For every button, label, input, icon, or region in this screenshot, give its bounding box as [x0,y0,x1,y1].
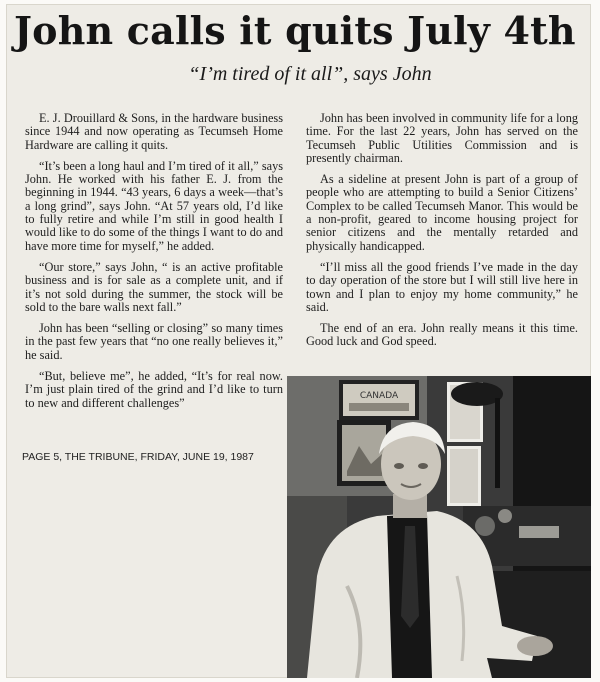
left-column [25,112,283,445]
paragraph: John has been “selling or closing” so many times in the past few years that “no one really believes it,” he said. [25,321,283,362]
portrait-photo [287,376,591,678]
paragraph: “Our store,” says John, “ is an active profitable business and is for sale as a complete unit, and if it’s not sold during the summer, the stock will be sold to the bare walls next fall.” [25,259,283,314]
paragraph: John has been involved in community life for a long time. For the last 22 years, John has served on the Tecumseh Public Utilities Commission and is presently chairman. [306,112,578,165]
page-folio: PAGE 5, THE TRIBUNE, FRIDAY, JUNE 19, 1987 [22,451,254,463]
right-column [306,112,578,367]
paragraph: “I’ll miss all the good friends I’ve made in the day to day operation of the store but I will still live here in town and I plan to enjoy my home community,” he said. [306,259,578,314]
paragraph: E. J. Drouillard & Sons, in the hardware business since 1944 and now operating as Tecumseh Home Hardware are calling it quits. [25,112,283,152]
framed-sign [339,380,419,420]
sign-text: CANADA [359,391,399,401]
article-headline: John calls it quits July 4th [14,8,576,53]
paragraph: As a sideline at present John is part of a group of people who are attempting to build a Senior Citizens’ Complex to be called Tecumseh Manor. This would be a non-profit, geared to income housing project for senior citizens and the mentally retarded and physically handicapped. [306,172,578,253]
paragraph: “But, believe me”, he added, “It’s for real now. I’m just plain tired of the grind and I’d like to turn to new and different challenges” [25,369,283,410]
paragraph: The end of an era. John really means it this time. Good luck and God speed. [306,321,578,349]
paragraph: “It’s been a long haul and I’m tired of it all,” says John. He worked with his father E. J. from the beginning in 1944. “43 years, 6 days a week—that’s a long grind”, says John. “At 57 years old, I’d like to fully retire and while I’m still in good health I would like to do some of the things I want to do and have more time for myself,” he added. [25,158,283,253]
article-subheadline: “I’m tired of it all”, says John [188,63,432,85]
